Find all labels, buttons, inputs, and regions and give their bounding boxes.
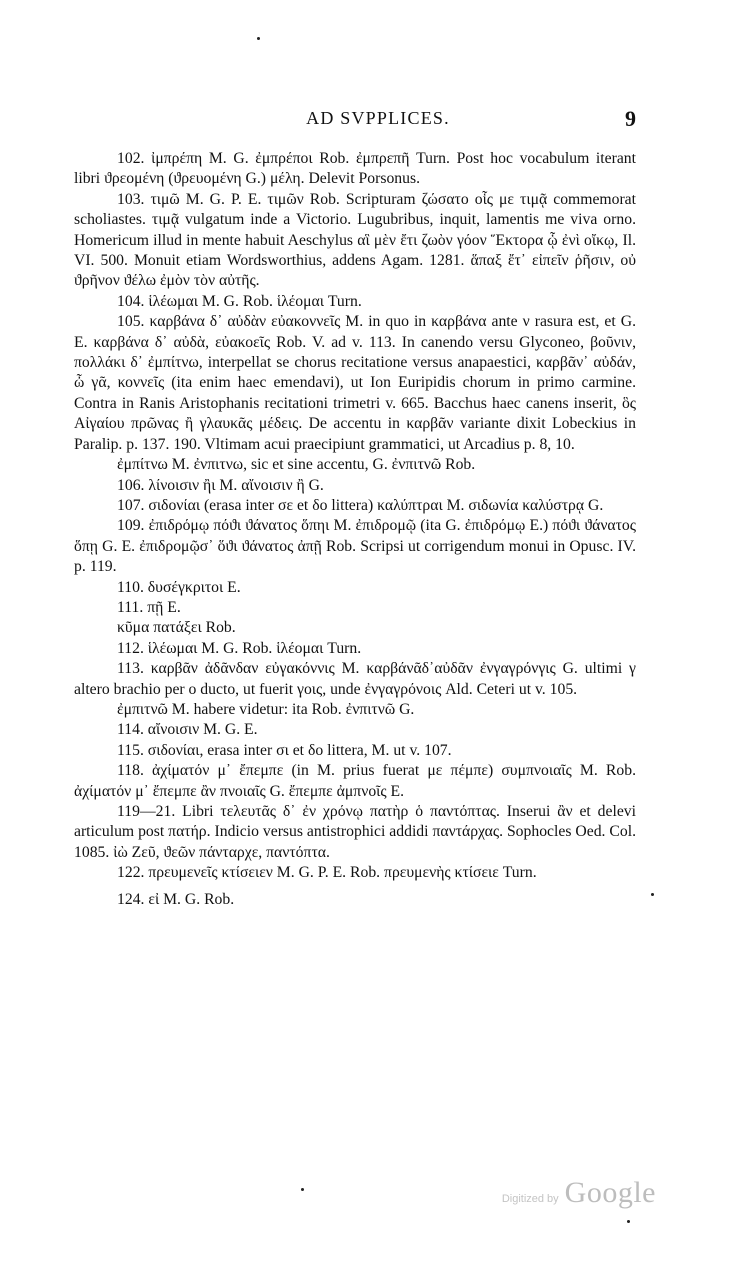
note-110: 110. δυσέγκριτοι E. bbox=[117, 578, 241, 596]
note-103: 103. τιμῶ M. G. P. E. τιμῶν Rob. Scripturam ζώσατο οἷς με τιμᾷ commemorat scholiastes. τιμᾷ vulgatum inde a Victorio. Lugubribus, inquit, lamentis me viva orno. Homericum illud in mente habuit Aeschylus αἳ μὲν ἔτι ζωὸν γόον Ἕκτορα ᾧ ἐνὶ οἴκῳ, Il. VI. 500. Monuit etiam Wordsworthius, addens Agam. 1281. ἅπαξ ἔτ᾽ εἰπεῖν ῥῆσιν, οὐ ϑρῆνον ϑέλω ἐμὸν τὸν αὐτῆς. bbox=[74, 190, 636, 290]
commentary-text bbox=[74, 149, 636, 910]
scan-speck bbox=[651, 893, 654, 896]
note-124: 124. εἰ M. G. Rob. bbox=[117, 890, 235, 908]
digitized-by-label: Digitized by bbox=[501, 1193, 559, 1205]
scan-speck bbox=[257, 37, 260, 40]
running-head: AD SVPPLICES. bbox=[306, 108, 450, 128]
google-watermark bbox=[502, 1176, 656, 1216]
note-119-121: 119—21. Libri τελευτᾶς δ᾽ ἐν χρόνῳ πατὴρ ὁ παντόπτας. Inserui ἂν et delevi articulum post πατήρ. Indicio versus antistrophici addidi παντάρχας. Sophocles Oed. Col. 1085. ἰὼ Ζεῦ, ϑεῶν πάνταρχε, παντόπτα. bbox=[74, 803, 636, 861]
note-114: 114. αἴνοισιν M. G. E. bbox=[117, 721, 258, 739]
note-107: 107. σιδονίαι (erasa inter σε et δο littera) καλύπτραι M. σιδωνία καλύστρᾳ G. bbox=[117, 496, 604, 514]
note-111-continued: κῦμα πατάξει Rob. bbox=[117, 619, 236, 637]
note-105-continued: ἐμπίτνω M. ἐνπιτνω, sic et sine accentu, G. ἐνπιτνῶ Rob. bbox=[117, 456, 476, 474]
note-115: 115. σιδονίαι, erasa inter σι et δο littera, M. ut v. 107. bbox=[117, 741, 452, 759]
google-logo: Google bbox=[564, 1176, 656, 1209]
note-109: 109. ἐπιδρόμῳ πόϑι ϑάνατος ὅπηι M. ἐπιδρομῷ (ita G. ἐπιδρόμῳ E.) πόϑι ϑάνατος ὅπῃ G. E. ἐπιδρομῷσ᾽ ὅϑι ϑάνατος ἀπῇ Rob. Scripsi ut corrigendum monui in Opusc. IV. p. 119. bbox=[74, 517, 636, 576]
note-113-continued: ἐμπιτνῶ M. habere videtur: ita Rob. ἐνπιτνῶ G. bbox=[117, 700, 415, 718]
note-111: 111. πῇ E. bbox=[117, 598, 181, 616]
note-102: 102. ἰμπρέπη M. G. ἐμπρέποι Rob. ἐμπρεπῆ Turn. Post hoc vocabulum iterant libri ϑρεομένη (ϑρευομένη G.) μέλη. Delevit Porsonus. bbox=[74, 150, 636, 188]
page-number: 9 bbox=[625, 106, 636, 131]
scan-speck bbox=[301, 1188, 304, 1191]
page-header bbox=[0, 108, 756, 132]
note-106: 106. λίνοισιν ἢι M. αἴνοισιν ἢ G. bbox=[117, 476, 324, 494]
note-122: 122. πρευμενεῖς κτίσειεν M. G. P. E. Rob. πρευμενὴς κτίσειε Turn. bbox=[117, 864, 537, 882]
note-118: 118. ἀχίματόν μ᾽ ἔπεμπε (in M. prius fuerat με πέμπε) συμπνοιαῖς M. Rob. ἀχίματόν μ᾽ ἔπεμπε ἂν πνοιαῖς G. ἔπεμπε ἀμπνοῖς E. bbox=[74, 762, 636, 800]
note-105: 105. καρβάνα δ᾽ αὐδὰν εὐακοννεῖς M. in quo in καρβάνα ante ν rasura est, et G. E. καρβάνα δ᾽ αὐδὰ, εὐακοεῖς Rob. V. ad v. 113. In canendo versu Glyconeo, βοῦνιν, πολλάκι δ᾽ ἐμπίτνω, interpellat se chorus recitatione versus anapaestici, καρβᾶν᾽ αὐδάν, ὦ γᾶ, κοννεῖς (ita enim haec emendavi), ut Ion Euripidis chorum in primo carmine. Contra in Ranis Aristophanis recitationi trimetri v. 665. Bacchus haec canens inserit, ὃς Αἰγαίου πρῶνας ἢ γλαυκᾶς μέδεις. De accentu in καρβᾶν variante dixit Lobeckius in Paralip. p. 137. 190. Vltimam acui praecipiunt grammatici, ut Arcadius p. 8, 10. bbox=[74, 313, 636, 453]
note-112: 112. ἱλέωμαι M. G. Rob. ἱλέομαι Turn. bbox=[117, 639, 362, 657]
note-113: 113. καρβᾶν ἀδᾶνδαν εὐγακόννις M. καρβάνᾶδ᾽αὐδᾶν ἐνγαγρόνγις G. ultimi γ altero brachio per ο ducto, ut fuerit γοις, unde ἐνγαγρόνοις Ald. Ceteri ut v. 105. bbox=[74, 660, 636, 698]
scan-speck bbox=[627, 1220, 630, 1223]
note-104: 104. ἱλέωμαι M. G. Rob. ἱλέομαι Turn. bbox=[117, 292, 362, 310]
